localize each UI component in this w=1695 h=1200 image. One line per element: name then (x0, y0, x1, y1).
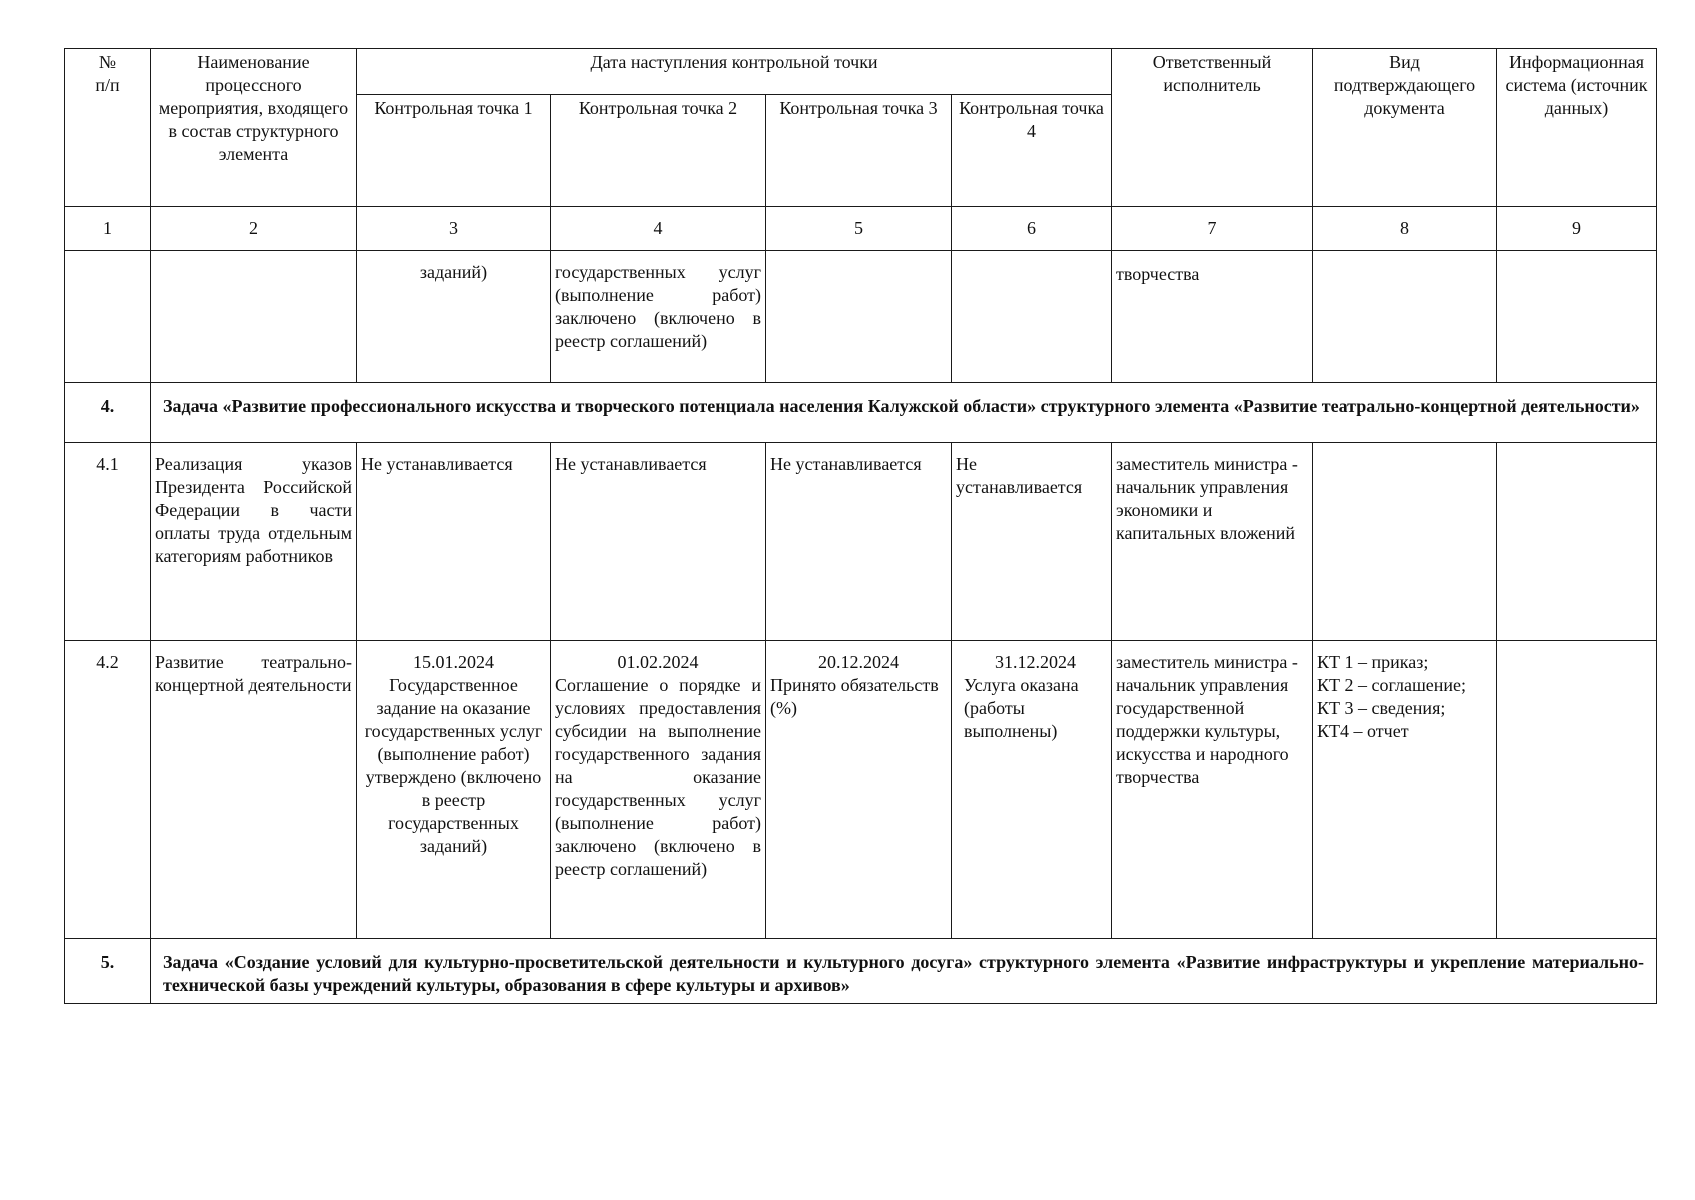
row-4-2-kt3-text: Принято обязательств (%) (770, 675, 939, 718)
task-5-row (65, 939, 1657, 1004)
row-4-2-kt2-date: 01.02.2024 (617, 652, 699, 672)
col-number-7: 7 (1112, 207, 1313, 251)
row-4-1-kt3: Не устанавливается (766, 443, 952, 641)
document-page (64, 48, 1657, 1004)
task-4-row (65, 383, 1657, 443)
row-4-2-doc: КТ 1 – приказ; КТ 2 – соглашение; КТ 3 – сведения; КТ4 – отчет (1313, 641, 1497, 939)
row-4-2-number: 4.2 (65, 641, 151, 939)
row-4-1-kt4: Не устанавливается (952, 443, 1112, 641)
header-kt3: Контрольная точка 3 (766, 95, 952, 207)
row-4-2-kt1-text: Государственное задание на оказание государственных услуг (выполнение работ) утверждено (включено в реестр государственных заданий) (364, 675, 543, 856)
task-5-number: 5. (65, 939, 151, 1004)
carry-over-row (65, 251, 1657, 383)
header-responsible: Ответственный исполнитель (1112, 49, 1313, 207)
carry-is (1497, 251, 1657, 383)
carry-responsible: творчества (1112, 251, 1313, 383)
row-4-1-is (1497, 443, 1657, 641)
header-document-type: Вид подтверждающего документа (1313, 49, 1497, 207)
carry-kt4 (952, 251, 1112, 383)
row-4-2-kt2-text: Соглашение о порядке и условиях предоставления субсидии на выполнение государственного задания на оказание государственных услуг (выполнение работ) заключено (включено в реестр соглашений) (555, 675, 761, 879)
row-4-2-kt1-date: 15.01.2024 (413, 652, 494, 672)
col-number-5: 5 (766, 207, 952, 251)
row-4-2-kt3 (766, 641, 952, 939)
row-4-1-kt2: Не устанавливается (551, 443, 766, 641)
row-4-1-doc (1313, 443, 1497, 641)
row-4-2-responsible: заместитель министра - начальник управления государственной поддержки культуры, искусства и народного творчества (1112, 641, 1313, 939)
col-number-1: 1 (65, 207, 151, 251)
header-info-system: Информационная система (источник данных) (1497, 49, 1657, 207)
table-row-4-2 (65, 641, 1657, 939)
header-date-group: Дата наступления контрольной точки (357, 49, 1112, 95)
carry-kt1: заданий) (357, 251, 551, 383)
table-row-4-1 (65, 443, 1657, 641)
carry-name (151, 251, 357, 383)
row-4-1-number: 4.1 (65, 443, 151, 641)
row-4-2-kt4-text: Услуга оказана (работы выполнены) (964, 675, 1079, 741)
task-4-number: 4. (65, 383, 151, 443)
col-number-3: 3 (357, 207, 551, 251)
header-kt4: Контрольная точка 4 (952, 95, 1112, 207)
row-4-2-is (1497, 641, 1657, 939)
col-number-8: 8 (1313, 207, 1497, 251)
row-4-1-name: Реализация указов Президента Российской Федерации в части оплаты труда отдельным категориям работников (151, 443, 357, 641)
carry-num (65, 251, 151, 383)
row-4-2-kt4 (952, 641, 1112, 939)
carry-kt3 (766, 251, 952, 383)
row-4-1-responsible: заместитель министра - начальник управления экономики и капитальных вложений (1112, 443, 1313, 641)
carry-kt2: государственных услуг (выполнение работ) заключено (включено в реестр соглашений) (551, 251, 766, 383)
col-number-2: 2 (151, 207, 357, 251)
col-number-9: 9 (1497, 207, 1657, 251)
header-row-1 (65, 49, 1657, 95)
task-4-text: Задача «Развитие профессионального искусства и творческого потенциала населения Калужской области» структурного элемента «Развитие театрально-концертной деятельности» (151, 383, 1657, 443)
col-number-4: 4 (551, 207, 766, 251)
column-number-row (65, 207, 1657, 251)
control-points-table (64, 48, 1657, 1004)
row-4-2-kt4-date: 31.12.2024 (995, 652, 1076, 672)
header-name: Наименование процессного мероприятия, входящего в состав структурного элемента (151, 49, 357, 207)
row-4-1-kt1: Не устанавливается (357, 443, 551, 641)
row-4-2-kt2 (551, 641, 766, 939)
task-5-text: Задача «Создание условий для культурно-просветительской деятельности и культурного досуга» структурного элемента «Развитие инфраструктуры и укрепление материально-технической базы учреждений культуры, образования в сфере культуры и архивов» (151, 939, 1657, 1004)
carry-doc (1313, 251, 1497, 383)
header-kt2: Контрольная точка 2 (551, 95, 766, 207)
row-4-2-kt3-date: 20.12.2024 (818, 652, 899, 672)
col-number-6: 6 (952, 207, 1112, 251)
header-kt1: Контрольная точка 1 (357, 95, 551, 207)
row-4-2-name: Развитие театрально-концертной деятельности (151, 641, 357, 939)
header-num: № п/п (65, 49, 151, 207)
row-4-2-kt1 (357, 641, 551, 939)
